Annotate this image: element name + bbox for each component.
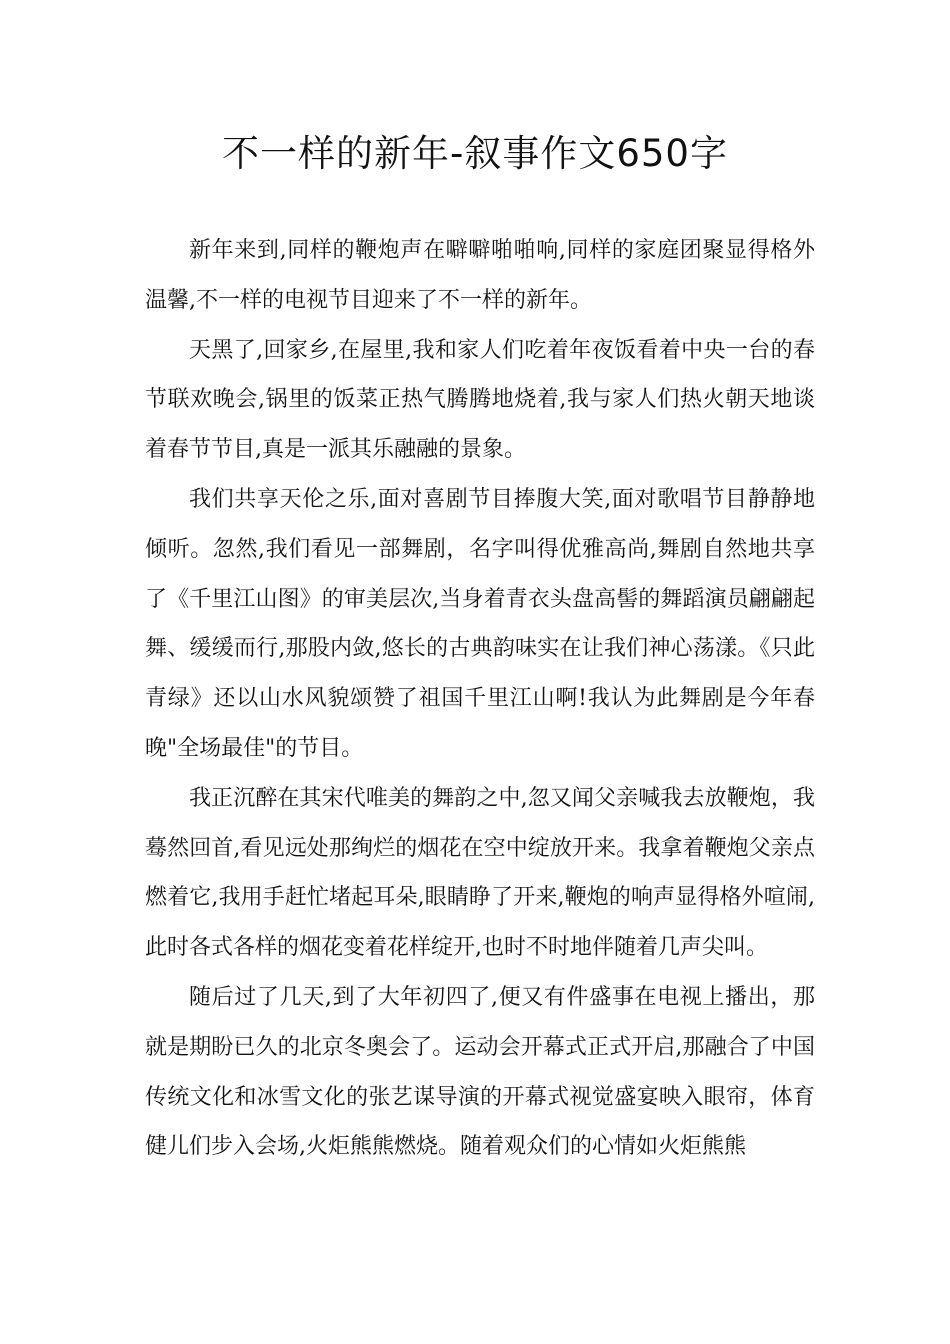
paragraph-1: 新年来到,同样的鞭炮声在噼噼啪啪响,同样的家庭团聚显得格外温馨,不一样的电视节目迎来了不一样的新年。 <box>145 238 815 313</box>
page-title: 不一样的新年-叙事作文650字 <box>222 132 728 175</box>
paragraph-3: 我们共享天伦之乐,面对喜剧节目捧腹大笑,面对歌唱节目静静地倾听。忽然,我们看见一部舞剧，名字叫得优雅高尚,舞剧自然地共享了《千里江山图》的审美层次,当身着青衣头盘高髻的舞蹈演员翩翩起舞、缓缓而行,那股内敛,悠长的古典韵味实在让我们神心荡漾。《只此青绿》还以山水风貌颂赞了祖国千里江山啊!我认为此舞剧是今年春晚"全场最佳"的节目。 <box>145 486 815 761</box>
paragraph-5: 随后过了几天,到了大年初四了,便又有件盛事在电视上播出，那就是期盼已久的北京冬奥会了。运动会开幕式正式开启,那融合了中国传统文化和冰雪文化的张艺谋导演的开幕式视觉盛宴映入眼帘，体育健儿们步入会场,火炬熊熊燃烧。随着观众们的心情如火炬熊熊 <box>145 984 815 1160</box>
paragraph-4: 我正沉醉在其宋代唯美的舞韵之中,忽又闻父亲喊我去放鞭炮，我蓦然回首,看见远处那绚烂的烟花在空中绽放开来。我拿着鞭炮父亲点燃着它,我用手赶忙堵起耳朵,眼睛睁了开来,鞭炮的响声显得格外喧闹,此时各式各样的烟花变着花样绽开,也时不时地伴随着几声尖叫。 <box>145 785 815 961</box>
paragraph-2: 天黑了,回家乡,在屋里,我和家人们吃着年夜饭看着中央一台的春节联欢晚会,锅里的饭菜正热气腾腾地烧着,我与家人们热火朝天地谈着春节节目,真是一派其乐融融的景象。 <box>145 337 815 463</box>
essay-body <box>145 226 815 1172</box>
